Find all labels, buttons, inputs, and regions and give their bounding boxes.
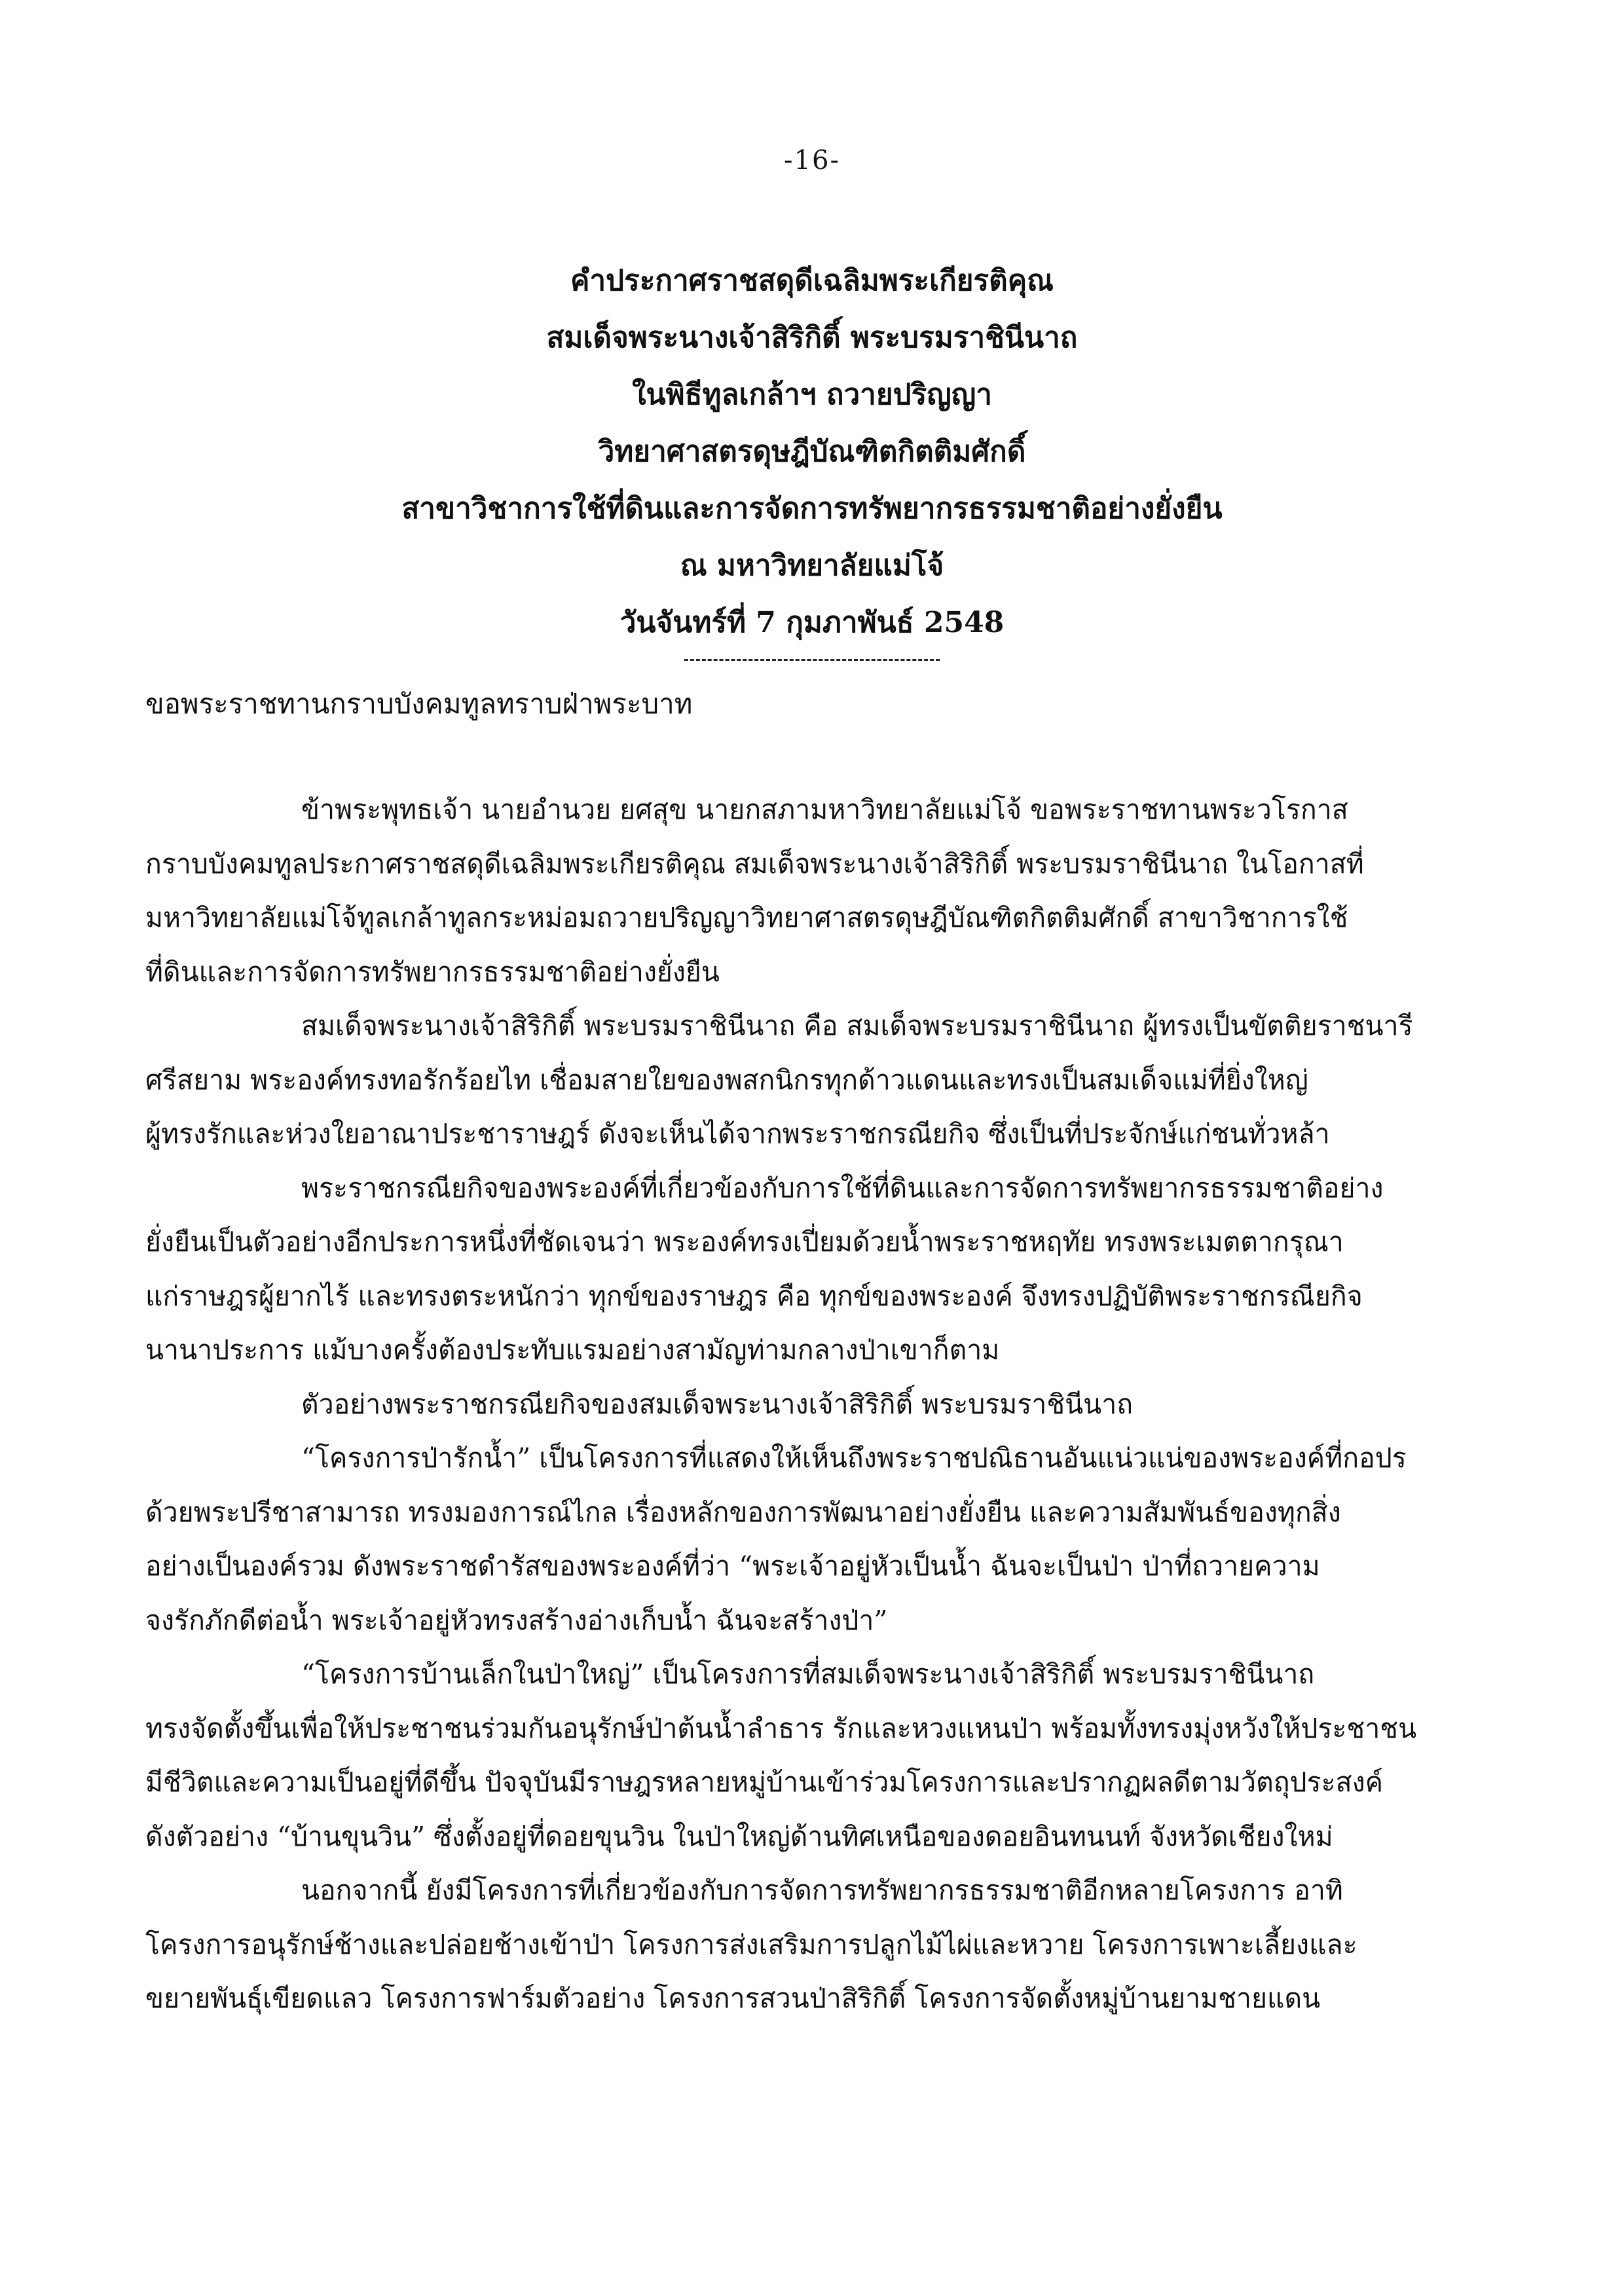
body-line: จงรักภักดีต่อน้ำ พระเจ้าอยู่หัวทรงสร้างอ่างเก็บน้ำ ฉันจะสร้างป่า” <box>145 1604 888 1636</box>
body-line: พระราชกรณียกิจของพระองค์ที่เกี่ยวข้องกับการใช้ที่ดินและการจัดการทรัพยากรธรรมชาติอย่าง <box>301 1172 1384 1204</box>
body-line: แก่ราษฎรผู้ยากไร้ และทรงตระหนักว่า ทุกข์ของราษฎร คือ ทุกข์ของพระองค์ จึงทรงปฏิบัติพระราชกรณียกิจ <box>145 1280 1363 1312</box>
body-line: ขยายพันธุ์เขียดแลว โครงการฟาร์มตัวอย่าง โครงการสวนป่าสิริกิติ์ โครงการจัดตั้งหมู่บ้านยามชายแดน <box>145 1983 1321 2014</box>
body-line: “โครงการบ้านเล็กในป่าใหญ่” เป็นโครงการที่สมเด็จพระนางเจ้าสิริกิติ์ พระบรมราชินีนาถ <box>301 1658 1315 1690</box>
title-line: สาขาวิชาการใช้ที่ดินและการจัดการทรัพยากรธรรมชาติอย่างยั่งยืน <box>401 492 1223 525</box>
body-line: ดังตัวอย่าง “บ้านขุนวิน” ซึ่งตั้งอยู่ที่ดอยขุนวิน ในป่าใหญ่ด้านทิศเหนือของดอยอินทนนท์ จังหวัดเชียงใหม่ <box>145 1820 1333 1852</box>
title-line: ในพิธีทูลเกล้าฯ ถวายปริญญา <box>632 378 992 411</box>
title-line: วิทยาศาสตรดุษฎีบัณฑิตกิตติมศักดิ์ <box>598 435 1026 468</box>
body-line: ทรงจัดตั้งขึ้นเพื่อให้ประชาชนร่วมกันอนุรักษ์ป่าต้นน้ำลำธาร รักและหวงแหนป่า พร้อมทั้งทรงมุ่งหวังให้ประชาชน <box>145 1712 1417 1744</box>
body-line: ตัวอย่างพระราชกรณียกิจของสมเด็จพระนางเจ้าสิริกิติ์ พระบรมราชินีนาถ <box>301 1388 1134 1420</box>
body-line: กราบบังคมทูลประกาศราชสดุดีเฉลิมพระเกียรติคุณ สมเด็จพระนางเจ้าสิริกิติ์ พระบรมราชินีนาถ ในโอกาสที่ <box>145 848 1364 880</box>
body-text <box>145 783 1479 2026</box>
salutation: ขอพระราชทานกราบบังคมทูลทราบฝ่าพระบาท <box>145 688 693 720</box>
body-line: โครงการอนุรักษ์ช้างและปล่อยช้างเข้าป่า โครงการส่งเสริมการปลูกไม้ไผ่และหวาย โครงการเพาะเลี้ยงและ <box>145 1928 1357 1960</box>
title-line: คำประกาศราชสดุดีเฉลิมพระเกียรติคุณ <box>570 264 1054 297</box>
body-line: ผู้ทรงรักและห่วงใยอาณาประชาราษฎร์ ดังจะเห็นได้จากพระราชกรณียกิจ ซึ่งเป็นที่ประจักษ์แก่ชนทั่วหล้า <box>145 1118 1330 1149</box>
title-divider <box>684 659 940 661</box>
title-line: สมเด็จพระนางเจ้าสิริกิติ์ พระบรมราชินีนาถ <box>546 321 1078 354</box>
body-line: ข้าพระพุทธเจ้า นายอำนวย ยศสุข นายกสภามหาวิทยาลัยแม่โจ้ ขอพระราชทานพระวโรกาส <box>301 794 1348 825</box>
body-line: มีชีวิตและความเป็นอยู่ที่ดีขึ้น ปัจจุบันมีราษฎรหลายหมู่บ้านเข้าร่วมโครงการและปรากฏผลดีตามวัตถุประสงค์ <box>145 1766 1384 1798</box>
body-line: สมเด็จพระนางเจ้าสิริกิติ์ พระบรมราชินีนาถ คือ สมเด็จพระบรมราชินีนาถ ผู้ทรงเป็นขัตติยราชนารี <box>301 1010 1413 1041</box>
body-line: นานาประการ แม้บางครั้งต้องประทับแรมอย่างสามัญท่ามกลางป่าเขาก็ตาม <box>145 1334 1000 1366</box>
body-line: อย่างเป็นองค์รวม ดังพระราชดำรัสของพระองค์ที่ว่า “พระเจ้าอยู่หัวเป็นน้ำ ฉันจะเป็นป่า ป่าที่ถวายความ <box>145 1550 1320 1582</box>
body-line: ศรีสยาม พระองค์ทรงทอรักร้อยไท เชื่อมสายใยของพสกนิกรทุกด้าวแดนและทรงเป็นสมเด็จแม่ที่ยิ่งใหญ่ <box>145 1064 1308 1096</box>
body-line: ด้วยพระปรีชาสามารถ ทรงมองการณ์ไกล เรื่องหลักของการพัฒนาอย่างยั่งยืน และความสัมพันธ์ของทุกสิ่ง <box>145 1496 1341 1528</box>
title-line: วันจันทร์ที่ 7 กุมภาพันธ์ 2548 <box>619 606 1005 639</box>
document-title <box>0 252 1624 661</box>
page-number: -16- <box>784 145 840 176</box>
body-line: ยั่งยืนเป็นตัวอย่างอีกประการหนึ่งที่ชัดเจนว่า พระองค์ทรงเปี่ยมด้วยน้ำพระราชหฤทัย ทรงพระเมตตากรุณา <box>145 1226 1344 1258</box>
body-line: นอกจากนี้ ยังมีโครงการที่เกี่ยวข้องกับการจัดการทรัพยากรธรรมชาติอีกหลายโครงการ อาทิ <box>301 1875 1343 1906</box>
body-line: มหาวิทยาลัยแม่โจ้ทูลเกล้าทูลกระหม่อมถวายปริญญาวิทยาศาสตรดุษฎีบัณฑิตกิตติมศักดิ์ สาขาวิชาการใช้ <box>145 902 1348 933</box>
title-line: ณ มหาวิทยาลัยแม่โจ้ <box>680 549 944 582</box>
body-line: ที่ดินและการจัดการทรัพยากรธรรมชาติอย่างยั่งยืน <box>145 956 720 988</box>
body-line: “โครงการป่ารักน้ำ” เป็นโครงการที่แสดงให้เห็นถึงพระราชปณิธานอันแน่วแน่ของพระองค์ที่กอปร <box>301 1442 1407 1474</box>
